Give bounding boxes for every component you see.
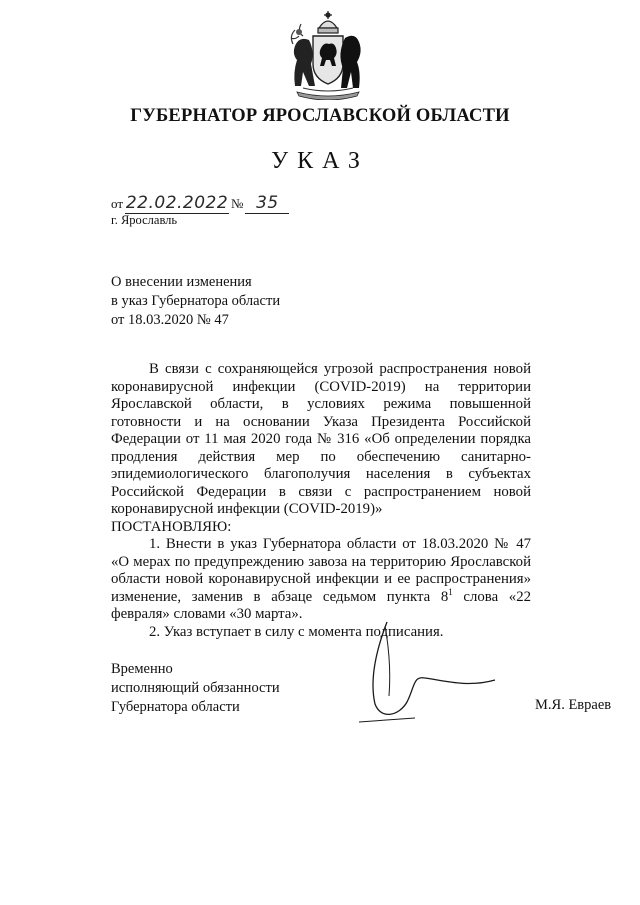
signatory-position bbox=[111, 660, 280, 717]
handwritten-signature bbox=[355, 618, 505, 728]
subject-line: в указ Губернатора области bbox=[111, 293, 281, 309]
signatory-name: М.Я. Евраев bbox=[535, 697, 612, 713]
item-1-text: 1. Внести в указ Губернатора области от 18.03.2020 № 47 «О мерах по предупреждению завоза на территорию Ярославской области новой коронавирусной инфекции и ее распространения» изменение, заменив в абзаце седьмом пункта 8 bbox=[111, 536, 531, 605]
item-1-text-end: слова «22 февраля» словами «30 марта». bbox=[111, 588, 531, 622]
document-type: УКАЗ bbox=[271, 148, 369, 174]
subject-line: О внесении изменения bbox=[111, 274, 252, 290]
handwritten-number: 35 bbox=[245, 193, 289, 214]
issuing-authority: ГУБЕРНАТОР ЯРОСЛАВСКОЙ ОБЛАСТИ bbox=[130, 106, 510, 126]
registration-line bbox=[111, 193, 289, 214]
item-2-paragraph: 2. Указ вступает в силу с момента подписания. bbox=[149, 623, 444, 640]
subject-line: от 18.03.2020 № 47 bbox=[111, 312, 229, 328]
decree-body bbox=[111, 361, 531, 641]
date-prefix: от bbox=[111, 196, 124, 211]
position-line: Временно bbox=[111, 661, 173, 677]
resolve-heading: ПОСТАНОВЛЯЮ: bbox=[111, 518, 232, 535]
handwritten-date: 22.02.2022 bbox=[125, 193, 229, 213]
document-subject bbox=[111, 273, 280, 330]
preamble-paragraph: В связи с сохраняющейся угрозой распространения новой коронавирусной инфекции (COVID-2019) на территории Ярославской области, в условиях режима повышенной готовности и на основании Указа Президента Российской Федерации от 11 мая 2020 года № 316 «Об определении порядка продления действия мер по обеспечению санитарно-эпидемиологического благополучия населения в субъектах Российской Федерации в связи с распространением новой коронавирусной инфекции (COVID-2019)» bbox=[111, 361, 531, 517]
position-line: исполняющий обязанности bbox=[111, 680, 280, 696]
number-prefix: № bbox=[231, 196, 244, 211]
item-1-paragraph bbox=[111, 536, 531, 624]
position-line: Губернатора области bbox=[111, 699, 240, 715]
coat-of-arms-emblem bbox=[283, 8, 373, 100]
item-1-superscript: 1 bbox=[448, 586, 453, 597]
city: г. Ярославль bbox=[111, 213, 178, 227]
